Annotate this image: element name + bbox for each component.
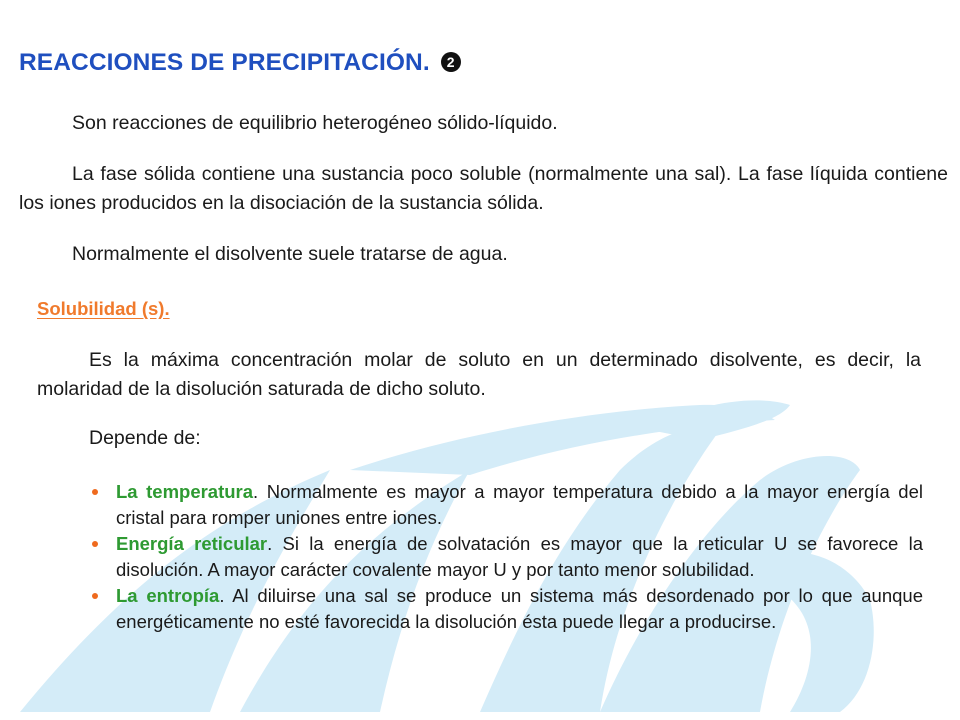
bullet-term: La temperatura — [116, 481, 254, 502]
bullet-term: La entropía — [116, 585, 220, 606]
slide-title — [19, 49, 461, 77]
bullet-dot-icon — [92, 541, 98, 547]
title-text: REACCIONES DE PRECIPITACIÓN. — [19, 49, 430, 76]
paragraph-solvent: Normalmente el disolvente suele tratarse de agua. — [72, 243, 508, 265]
list-item-energia-reticular — [90, 531, 923, 583]
paragraph-phases: La fase sólida contiene una sustancia poco soluble (normalmente una sal). La fase líquida contiene los iones producidos en la disociación de la sustancia sólida. — [19, 163, 948, 214]
bullet-text: . Al diluirse una sal se produce un sistema más desordenado por lo que aunque energéticamente no esté favorecida la disolución ésta puede llegar a producirse. — [116, 585, 923, 632]
bullet-dot-icon — [92, 489, 98, 495]
section-heading-solubilidad: Solubilidad (s). — [37, 298, 170, 319]
paragraph-depende: Depende de: — [89, 427, 201, 449]
bullet-term: Energía reticular — [116, 533, 268, 554]
paragraph-solubility-definition: Es la máxima concentración molar de soluto en un determinado disolvente, es decir, la molaridad de la disolución saturada de dicho soluto. — [37, 349, 921, 400]
bullet-text: . Normalmente es mayor a mayor temperatura debido a la mayor energía del cristal para romper uniones entre iones. — [116, 481, 923, 528]
bullet-dot-icon — [92, 593, 98, 599]
factors-list — [90, 479, 923, 635]
bullet-text: . Si la energía de solvatación es mayor que la reticular U se favorece la disolución. A mayor carácter covalente mayor U y por tanto menor solubilidad. — [116, 533, 923, 580]
list-item-temperatura — [90, 479, 923, 531]
title-number-badge: 2 — [441, 52, 461, 72]
paragraph-intro: Son reacciones de equilibrio heterogéneo sólido-líquido. — [72, 112, 558, 134]
list-item-entropia — [90, 583, 923, 635]
